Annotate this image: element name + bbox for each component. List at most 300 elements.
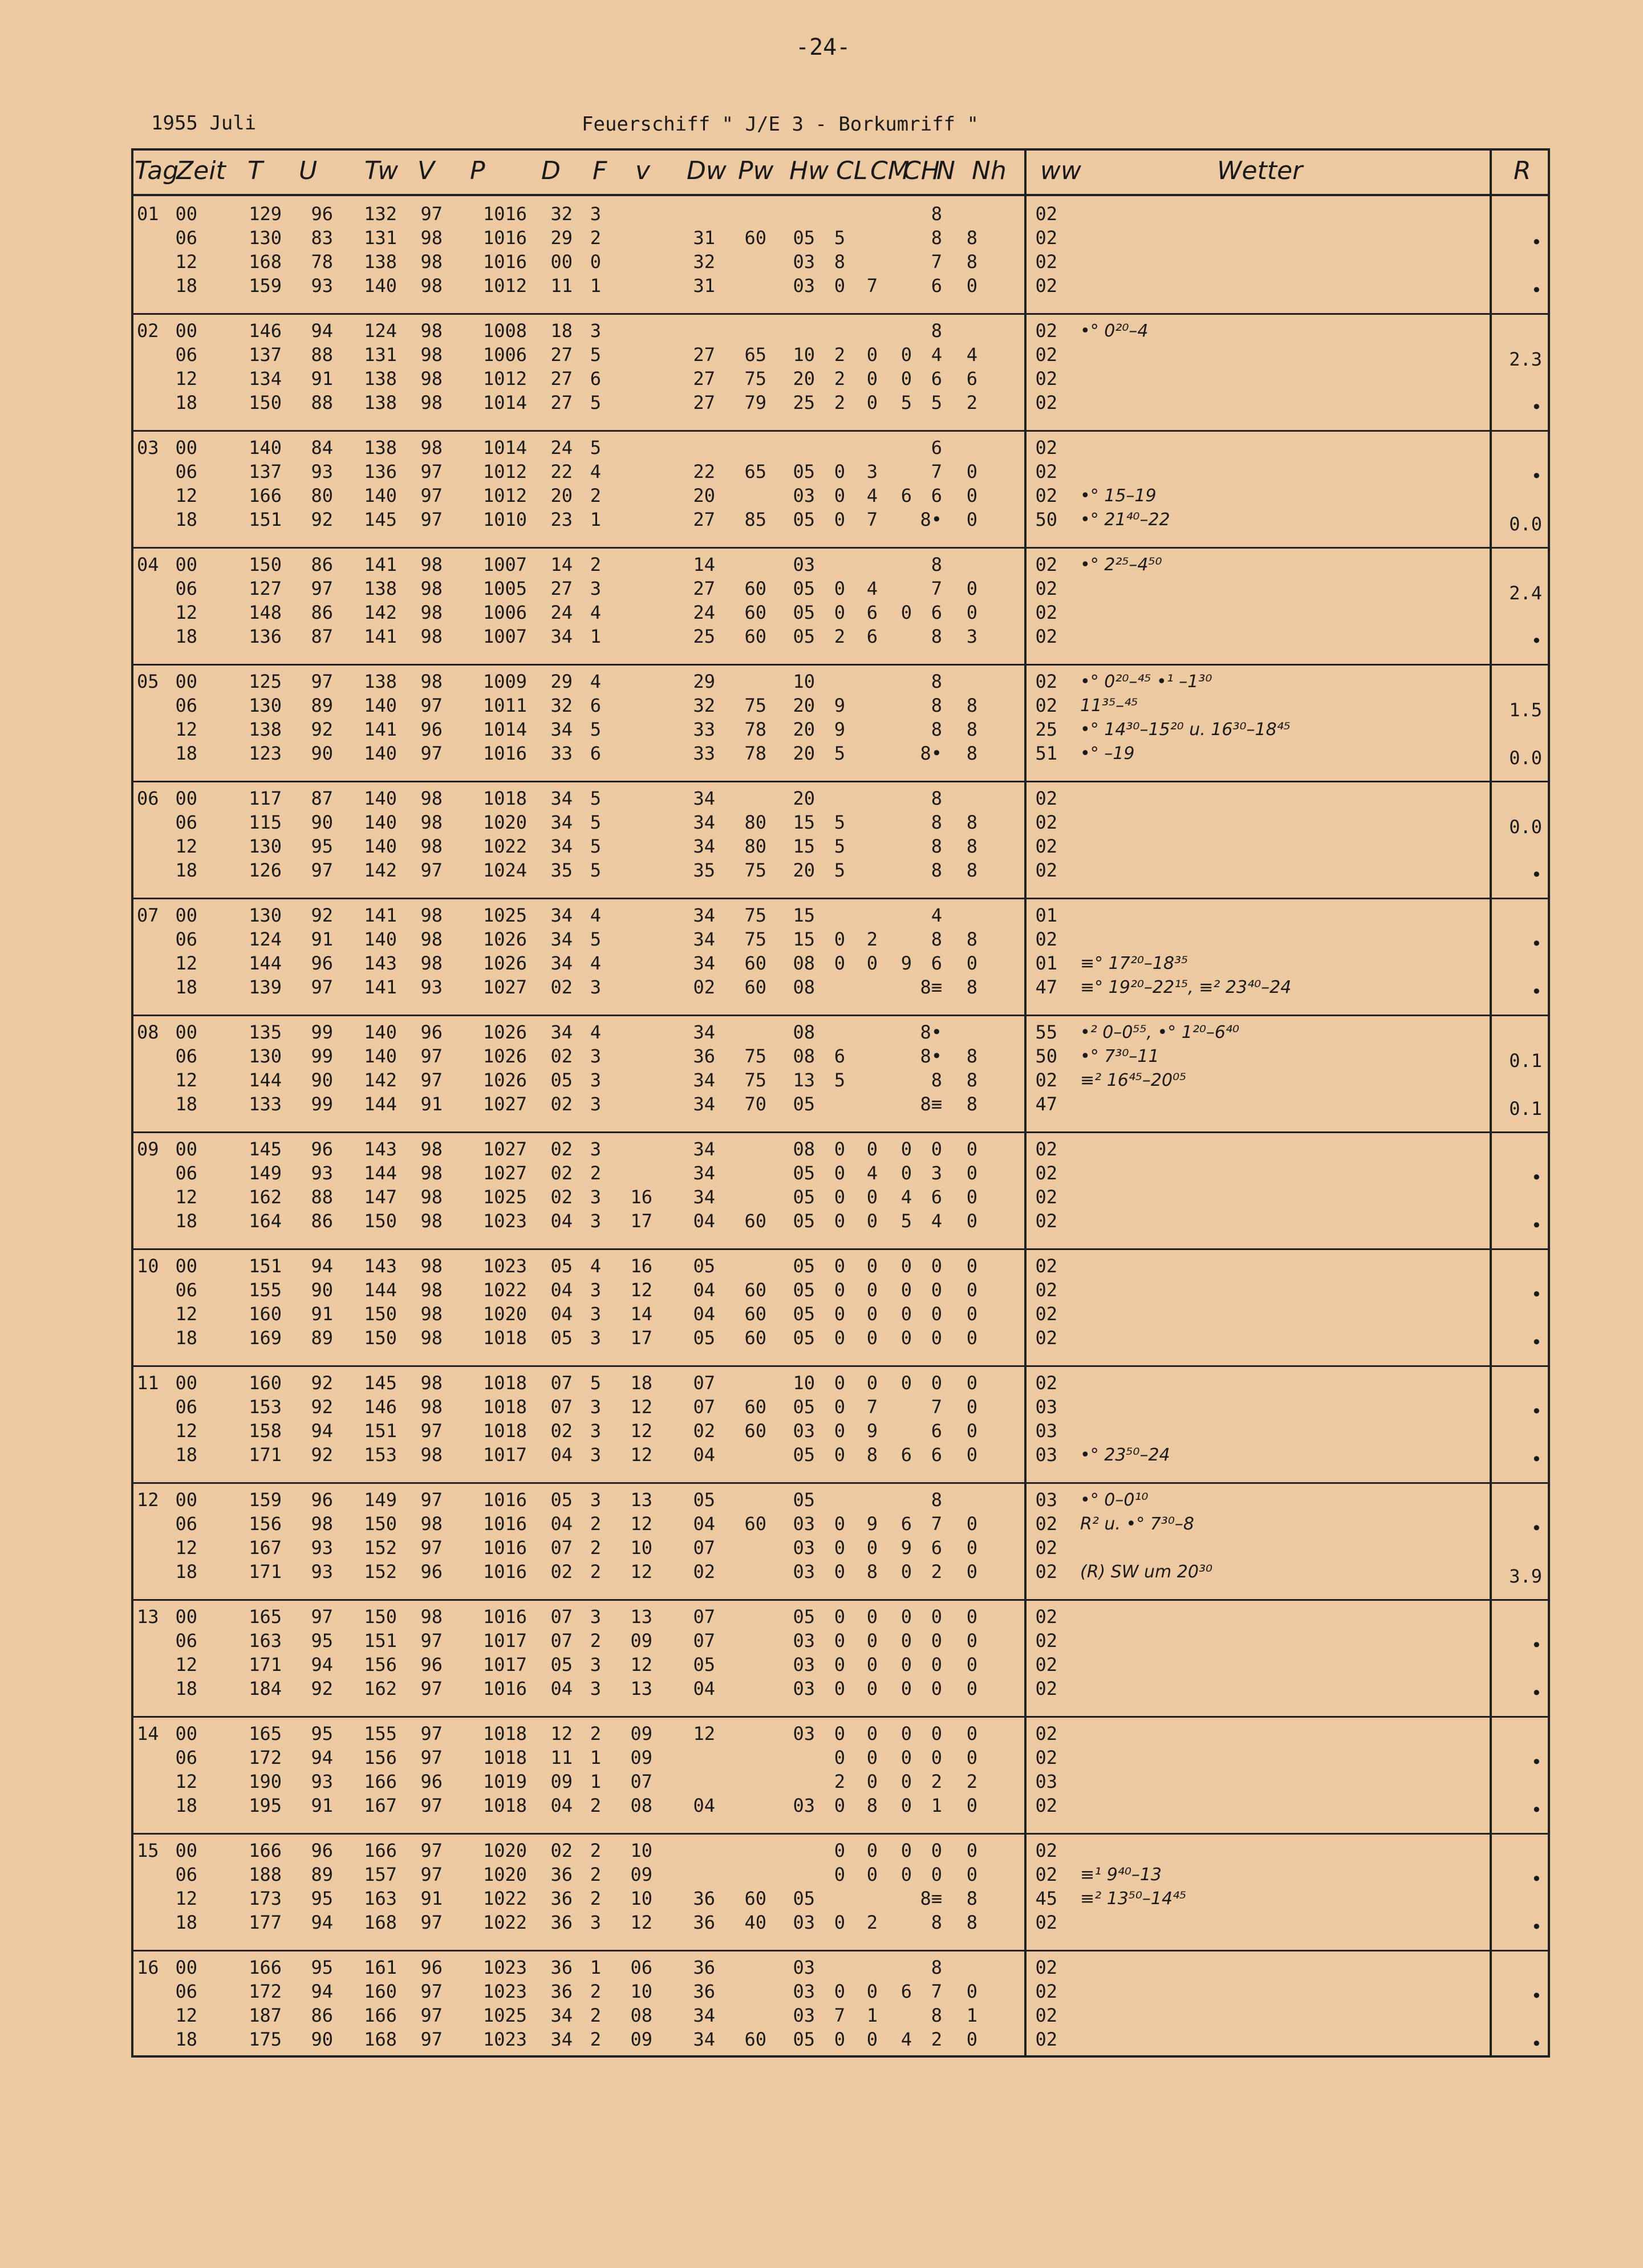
table-cell: 0: [866, 1678, 878, 1699]
table-cell: 117: [249, 788, 282, 809]
table-cell: 96: [420, 1957, 443, 1978]
table-cell: 05: [793, 1396, 815, 1418]
table-cell: 03: [793, 1513, 815, 1535]
table-cell: 00: [175, 320, 197, 342]
table-cell: 0: [966, 1186, 977, 1208]
table-cell: 1: [866, 2005, 878, 2026]
column-header-p-w: Pw: [738, 156, 774, 185]
table-cell: 0: [866, 1138, 878, 1160]
table-cell: 175: [249, 2028, 282, 2050]
table-cell: 25: [793, 392, 815, 413]
table-cell: 10: [630, 1981, 652, 2002]
table-cell: 36: [693, 1981, 715, 2002]
table-cell: 02: [550, 1138, 573, 1160]
table-cell: 04: [693, 1279, 715, 1301]
table-cell: 0: [866, 1840, 878, 1861]
table-cell: 0: [966, 1420, 977, 1442]
table-cell: 96: [420, 719, 443, 740]
table-cell: 90: [311, 1069, 333, 1091]
header-station: Feuerschiff " J/E 3 - Borkumriff ": [582, 113, 979, 136]
table-cell: 11: [550, 275, 573, 297]
day-number: 15: [137, 1840, 159, 1861]
table-cell: 04: [693, 1513, 715, 1535]
table-cell: 98: [420, 275, 443, 297]
precipitation-value: 0.0: [1509, 747, 1542, 769]
table-cell: 153: [364, 1444, 397, 1466]
table-cell: 6: [900, 1981, 912, 2002]
table-cell: 151: [249, 509, 282, 530]
table-cell: 78: [311, 251, 333, 273]
table-cell: 03: [793, 1537, 815, 1559]
table-cell: 08: [793, 1138, 815, 1160]
table-cell: 12: [175, 2005, 197, 2026]
table-cell: 02: [1035, 2028, 1057, 2050]
table-cell: 02: [1035, 1138, 1057, 1160]
column-header-c-h: CH: [903, 156, 940, 185]
table-cell: 0: [866, 1723, 878, 1744]
table-cell: 60: [744, 227, 766, 249]
table-cell: 34: [550, 952, 573, 974]
table-cell: 86: [311, 2005, 333, 2026]
table-cell: 06: [175, 1981, 197, 2002]
day-number: 06: [137, 788, 159, 809]
table-cell: 133: [249, 1093, 282, 1115]
table-cell: 0: [966, 1210, 977, 1232]
table-cell: 98: [420, 1279, 443, 1301]
table-cell: 0: [966, 1723, 977, 1744]
table-cell: 7: [834, 2005, 845, 2026]
table-cell: 03: [793, 1561, 815, 1583]
table-cell: 3: [590, 320, 601, 342]
table-cell: 145: [364, 1372, 397, 1394]
table-cell: 140: [364, 928, 397, 950]
table-cell: 8: [931, 788, 942, 809]
table-cell: 05: [793, 1303, 815, 1325]
table-cell: 145: [249, 1138, 282, 1160]
table-cell: 0: [834, 1162, 845, 1184]
table-cell: 03: [793, 2005, 815, 2026]
day-separator: [133, 1248, 1548, 1250]
table-cell: 86: [311, 1210, 333, 1232]
table-cell: 141: [364, 976, 397, 998]
table-cell: 124: [364, 320, 397, 342]
column-header-t-w: Tw: [364, 156, 399, 185]
table-cell: 18: [175, 1912, 197, 1933]
precipitation-value: 2.3: [1509, 348, 1542, 370]
precipitation-value: •: [1531, 2033, 1542, 2055]
table-cell: 12: [175, 835, 197, 857]
table-cell: 6: [931, 1186, 942, 1208]
table-cell: 5: [590, 788, 601, 809]
table-cell: 127: [249, 578, 282, 599]
table-cell: 79: [744, 392, 766, 413]
table-cell: 1009: [482, 671, 527, 692]
table-cell: 5: [590, 859, 601, 881]
table-cell: 8: [966, 251, 977, 273]
table-cell: 166: [364, 2005, 397, 2026]
table-cell: 165: [249, 1723, 282, 1744]
table-cell: 1025: [482, 1186, 527, 1208]
day-number: 08: [137, 1021, 159, 1043]
weather-note: R² u. •° 7³⁰–8: [1080, 1514, 1194, 1534]
weather-note: 11³⁵–⁴⁵: [1080, 696, 1138, 716]
table-cell: 33: [693, 719, 715, 740]
day-separator: [133, 898, 1548, 899]
table-cell: 0: [834, 1444, 845, 1466]
table-cell: 1016: [482, 251, 527, 273]
table-cell: 1027: [482, 976, 527, 998]
table-cell: 1018: [482, 1396, 527, 1418]
table-cell: 12: [175, 251, 197, 273]
table-cell: 8: [866, 1444, 878, 1466]
table-cell: 98: [420, 392, 443, 413]
table-cell: 140: [364, 695, 397, 716]
day-separator: [133, 1131, 1548, 1133]
table-cell: 0: [834, 1303, 845, 1325]
table-cell: 0: [931, 1303, 942, 1325]
table-cell: 8: [966, 928, 977, 950]
table-cell: 02: [1035, 554, 1057, 575]
r-column-divider: [1490, 151, 1492, 2055]
table-cell: 32: [550, 695, 573, 716]
table-cell: 00: [175, 203, 197, 225]
day-separator: [133, 781, 1548, 782]
table-cell: 05: [550, 1327, 573, 1349]
table-cell: 05: [793, 1489, 815, 1511]
table-cell: 0: [866, 1186, 878, 1208]
table-cell: 0: [866, 1630, 878, 1652]
table-cell: 92: [311, 509, 333, 530]
table-cell: 2: [590, 2028, 601, 2050]
day-number: 11: [137, 1372, 159, 1394]
table-cell: 92: [311, 1372, 333, 1394]
table-cell: 3: [590, 1069, 601, 1091]
table-cell: 7: [866, 509, 878, 530]
table-cell: 1014: [482, 392, 527, 413]
table-cell: 0: [966, 1537, 977, 1559]
table-cell: 2: [590, 1162, 601, 1184]
table-cell: 1023: [482, 1210, 527, 1232]
table-cell: 0: [834, 1420, 845, 1442]
table-cell: 2: [590, 1537, 601, 1559]
table-cell: 00: [175, 437, 197, 459]
table-cell: 97: [420, 1420, 443, 1442]
table-cell: 34: [693, 788, 715, 809]
day-separator: [133, 1950, 1548, 1951]
table-cell: 1025: [482, 904, 527, 926]
table-cell: 7: [931, 578, 942, 599]
table-cell: 1023: [482, 1981, 527, 2002]
table-cell: 0: [866, 1747, 878, 1768]
table-cell: 10: [793, 671, 815, 692]
table-cell: 0: [900, 1630, 912, 1652]
table-cell: 00: [175, 1957, 197, 1978]
column-header-f: F: [593, 156, 607, 185]
table-cell: 91: [420, 1093, 443, 1115]
table-cell: 156: [364, 1654, 397, 1675]
table-cell: 0: [966, 1795, 977, 1816]
table-cell: 36: [693, 1888, 715, 1909]
table-cell: 147: [364, 1186, 397, 1208]
table-cell: 78: [744, 719, 766, 740]
table-cell: 0: [966, 1303, 977, 1325]
table-cell: 36: [550, 1864, 573, 1885]
table-cell: 6: [931, 485, 942, 506]
table-cell: 161: [364, 1957, 397, 1978]
table-cell: 18: [630, 1372, 652, 1394]
table-cell: 140: [364, 743, 397, 764]
table-cell: 138: [364, 392, 397, 413]
table-cell: 1006: [482, 344, 527, 366]
table-cell: 12: [175, 1654, 197, 1675]
table-cell: 98: [420, 1138, 443, 1160]
table-cell: 1012: [482, 485, 527, 506]
table-cell: 2: [590, 1513, 601, 1535]
table-cell: 93: [311, 1162, 333, 1184]
observation-table: [131, 148, 1550, 2058]
table-cell: 96: [311, 203, 333, 225]
table-cell: 35: [550, 859, 573, 881]
precipitation-value: •: [1531, 1682, 1542, 1704]
table-cell: 98: [420, 437, 443, 459]
table-cell: 1024: [482, 859, 527, 881]
table-cell: 134: [249, 368, 282, 390]
table-cell: 34: [550, 928, 573, 950]
table-cell: 1016: [482, 743, 527, 764]
table-cell: 02: [693, 1420, 715, 1442]
table-cell: 6: [900, 1444, 912, 1466]
table-cell: 02: [1035, 1957, 1057, 1978]
precipitation-value: •: [1531, 1634, 1542, 1656]
table-cell: 02: [1035, 1561, 1057, 1583]
table-cell: 0: [834, 1630, 845, 1652]
day-separator: [133, 1365, 1548, 1367]
table-cell: 97: [420, 461, 443, 482]
table-cell: 8: [966, 1093, 977, 1115]
table-cell: 138: [364, 251, 397, 273]
table-cell: 159: [249, 1489, 282, 1511]
table-cell: 157: [364, 1864, 397, 1885]
table-cell: 8≡: [920, 1888, 942, 1909]
table-cell: 9: [900, 1537, 912, 1559]
table-cell: 7: [931, 251, 942, 273]
table-cell: 12: [693, 1723, 715, 1744]
table-cell: 5: [834, 227, 845, 249]
table-cell: 98: [420, 671, 443, 692]
table-cell: 03: [1035, 1489, 1057, 1511]
table-cell: 17: [630, 1327, 652, 1349]
table-cell: 0: [931, 1372, 942, 1394]
table-cell: 97: [311, 976, 333, 998]
table-cell: 3: [966, 626, 977, 647]
table-cell: 05: [793, 1606, 815, 1628]
table-cell: 8: [966, 695, 977, 716]
table-cell: 2: [590, 1561, 601, 1583]
table-cell: 160: [249, 1303, 282, 1325]
table-cell: 1027: [482, 1162, 527, 1184]
table-cell: 1022: [482, 1912, 527, 1933]
table-cell: 02: [550, 976, 573, 998]
table-cell: 146: [364, 1396, 397, 1418]
table-cell: 40: [744, 1912, 766, 1933]
table-cell: 96: [311, 1489, 333, 1511]
table-cell: 95: [311, 1957, 333, 1978]
table-cell: 34: [693, 952, 715, 974]
table-cell: 02: [1035, 1678, 1057, 1699]
table-cell: 18: [175, 1327, 197, 1349]
table-cell: 1016: [482, 1537, 527, 1559]
table-cell: 0: [866, 1279, 878, 1301]
table-cell: 12: [175, 1303, 197, 1325]
table-cell: 0: [900, 1327, 912, 1349]
table-cell: 07: [693, 1372, 715, 1394]
table-cell: 05: [693, 1654, 715, 1675]
table-cell: 02: [1035, 1912, 1057, 1933]
table-cell: 02: [1035, 788, 1057, 809]
day-number: 07: [137, 904, 159, 926]
table-cell: 0: [931, 1279, 942, 1301]
table-cell: 18: [175, 1210, 197, 1232]
table-cell: 165: [249, 1606, 282, 1628]
table-cell: 13: [630, 1489, 652, 1511]
table-cell: 12: [175, 1537, 197, 1559]
table-cell: 97: [420, 485, 443, 506]
table-cell: 141: [364, 554, 397, 575]
table-cell: 34: [693, 1138, 715, 1160]
precipitation-value: •: [1531, 396, 1542, 418]
table-cell: 95: [311, 1630, 333, 1652]
table-cell: 36: [550, 1981, 573, 2002]
table-cell: 04: [693, 1303, 715, 1325]
table-cell: 29: [693, 671, 715, 692]
table-cell: 97: [420, 1795, 443, 1816]
table-cell: 149: [364, 1489, 397, 1511]
table-cell: 1017: [482, 1630, 527, 1652]
table-cell: 1018: [482, 1747, 527, 1768]
table-cell: 98: [420, 1606, 443, 1628]
table-cell: 60: [744, 976, 766, 998]
table-cell: 2: [590, 1981, 601, 2002]
table-cell: 75: [744, 695, 766, 716]
table-cell: 36: [693, 1045, 715, 1067]
table-cell: 150: [364, 1327, 397, 1349]
table-cell: 24: [550, 437, 573, 459]
column-header-ww: ww: [1040, 156, 1081, 185]
table-cell: 03: [793, 1795, 815, 1816]
table-cell: 1016: [482, 203, 527, 225]
table-cell: 142: [364, 602, 397, 623]
table-cell: 8: [931, 835, 942, 857]
table-cell: 7: [931, 461, 942, 482]
table-cell: 06: [175, 461, 197, 482]
weather-note: ≡° 19²⁰–22¹⁵, ≡² 23⁴⁰–24: [1080, 977, 1292, 997]
table-cell: 0: [834, 1279, 845, 1301]
table-cell: 02: [1035, 859, 1057, 881]
table-cell: 97: [420, 2028, 443, 2050]
table-cell: 60: [744, 578, 766, 599]
table-cell: 10: [793, 1372, 815, 1394]
table-cell: 02: [1035, 1981, 1057, 2002]
table-cell: 04: [550, 1303, 573, 1325]
table-cell: 8: [966, 859, 977, 881]
table-cell: 4: [590, 602, 601, 623]
table-cell: 04: [693, 1444, 715, 1466]
weather-note: ≡° 17²⁰–18³⁵: [1080, 954, 1188, 973]
table-cell: 34: [550, 719, 573, 740]
table-cell: 20: [793, 859, 815, 881]
column-header-zeit: Zeit: [176, 156, 226, 185]
table-cell: 09: [630, 1747, 652, 1768]
table-cell: 1027: [482, 1093, 527, 1115]
table-cell: 1: [590, 509, 601, 530]
table-cell: 05: [793, 1327, 815, 1349]
table-cell: 9: [900, 952, 912, 974]
table-cell: 34: [693, 1093, 715, 1115]
table-cell: 60: [744, 1513, 766, 1535]
table-cell: 1018: [482, 1372, 527, 1394]
table-cell: 94: [311, 1420, 333, 1442]
precipitation-value: •: [1531, 465, 1542, 487]
table-cell: 02: [1035, 1840, 1057, 1861]
table-cell: 18: [175, 1444, 197, 1466]
table-cell: 141: [364, 719, 397, 740]
table-cell: 55: [1035, 1021, 1057, 1043]
table-cell: 8≡: [920, 1093, 942, 1115]
table-cell: 80: [744, 812, 766, 833]
table-cell: 0: [866, 1255, 878, 1277]
table-cell: 02: [550, 1093, 573, 1115]
table-cell: 34: [693, 1186, 715, 1208]
table-cell: 4: [931, 1210, 942, 1232]
table-cell: 1012: [482, 275, 527, 297]
table-cell: 0: [966, 2028, 977, 2050]
table-cell: 138: [364, 437, 397, 459]
table-header-row: [133, 151, 1548, 196]
table-cell: 142: [364, 859, 397, 881]
precipitation-value: •: [1531, 630, 1542, 652]
table-cell: 02: [1035, 1186, 1057, 1208]
table-cell: 89: [311, 695, 333, 716]
day-number: 14: [137, 1723, 159, 1744]
column-header-wetter: Wetter: [1217, 156, 1303, 185]
table-cell: 33: [693, 743, 715, 764]
table-cell: 171: [249, 1561, 282, 1583]
table-cell: 1010: [482, 509, 527, 530]
table-cell: 34: [550, 904, 573, 926]
table-cell: 1018: [482, 1723, 527, 1744]
table-cell: 94: [311, 1255, 333, 1277]
table-cell: 3: [590, 1279, 601, 1301]
table-cell: 151: [364, 1630, 397, 1652]
table-cell: 02: [1035, 812, 1057, 833]
table-cell: 0: [834, 1372, 845, 1394]
table-cell: 12: [630, 1561, 652, 1583]
table-cell: 0: [866, 1210, 878, 1232]
table-cell: 00: [175, 1138, 197, 1160]
table-cell: 60: [744, 1210, 766, 1232]
precipitation-value: •: [1531, 1449, 1542, 1470]
table-cell: 156: [249, 1513, 282, 1535]
table-cell: 138: [364, 578, 397, 599]
table-cell: 1016: [482, 1606, 527, 1628]
table-cell: 04: [550, 1795, 573, 1816]
table-cell: 4: [866, 1162, 878, 1184]
table-cell: 60: [744, 626, 766, 647]
table-cell: 06: [175, 227, 197, 249]
table-cell: 5: [931, 392, 942, 413]
table-cell: 0: [834, 1186, 845, 1208]
table-cell: 65: [744, 461, 766, 482]
